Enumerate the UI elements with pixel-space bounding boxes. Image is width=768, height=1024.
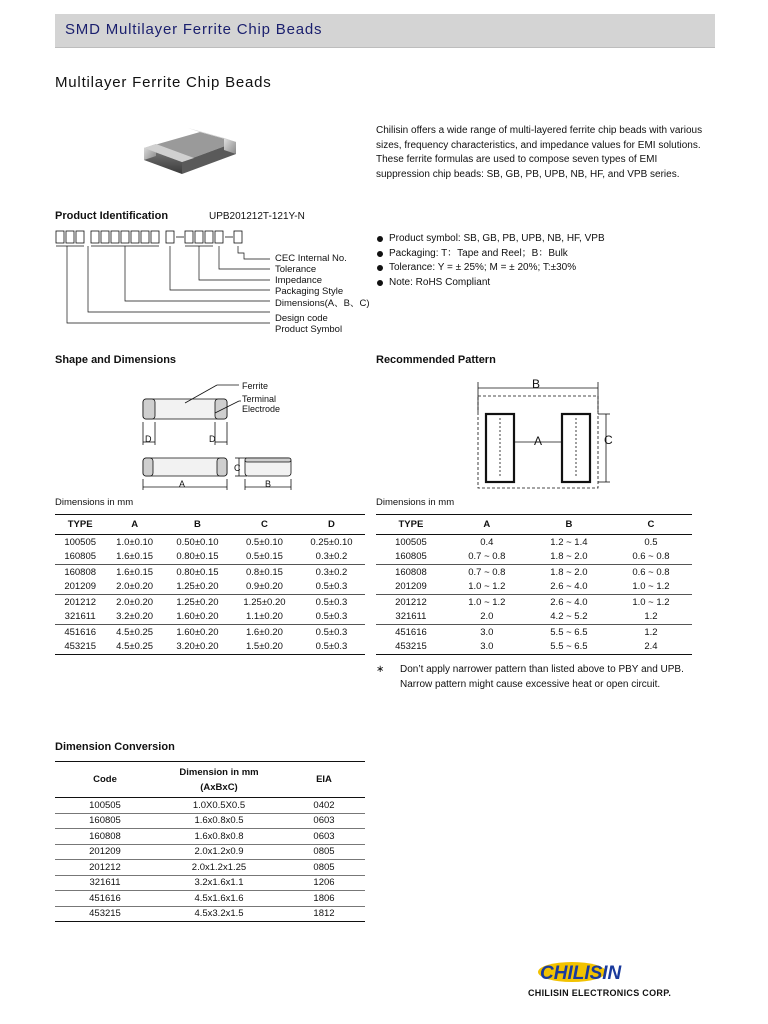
cell: 1.2 [610, 610, 692, 625]
table-row [55, 798, 365, 814]
product-identification-heading: Product Identification [55, 210, 169, 222]
table-row [55, 875, 365, 891]
cell: 1.0 ~ 1.2 [446, 580, 528, 595]
cell: 0.5±0.3 [298, 610, 365, 625]
cell: 5.5 ~ 6.5 [550, 626, 588, 638]
cell: 321611 [376, 610, 446, 625]
cell: 3.20±0.20 [164, 640, 231, 655]
cell: 100505 [395, 536, 427, 548]
cell: 0.3±0.2 [315, 566, 348, 578]
table-row [376, 535, 692, 550]
recommended-pattern-heading: Recommended Pattern [376, 354, 496, 366]
cell: 0.6 ~ 0.8 [610, 550, 692, 565]
cell: 1.2 [644, 626, 658, 638]
header-title: SMD Multilayer Ferrite Chip Beads [65, 21, 323, 38]
cell: 321611 [55, 875, 155, 891]
cell: 160808 [55, 829, 155, 845]
company-name: CHILISIN ELECTRONICS CORP. [528, 988, 672, 998]
cell: 451616 [395, 626, 427, 638]
cell: 4.5x1.6x1.6 [155, 891, 283, 907]
cell: 1.25±0.20 [164, 580, 231, 595]
d-label-right: D [209, 434, 216, 444]
ferrite-label: Ferrite [242, 381, 269, 391]
cell: 2.0±0.20 [116, 596, 154, 608]
cell: 1.0X0.5X0.5 [155, 798, 283, 814]
table-row [376, 580, 692, 595]
terminal-label: Terminal [242, 394, 277, 404]
cell: 0.3±0.2 [298, 550, 365, 565]
cell: 2.6 ~ 4.0 [550, 596, 588, 608]
cell: 1.0 ~ 1.2 [632, 596, 670, 608]
shape-dims-note: Dimensions in mm [55, 497, 134, 508]
intro-line: sizes, frequency characteristics, and impedance values for EMI solutions. [376, 139, 701, 151]
cell: 2.0x1.2x0.9 [155, 844, 283, 860]
table-row [55, 535, 365, 550]
list-item: Note: RoHS Compliant [376, 276, 605, 291]
label-dimensions: Dimensions(A、B、C) [275, 298, 370, 309]
pattern-a-label: A [534, 434, 543, 448]
dimension-conversion-heading: Dimension Conversion [55, 741, 175, 753]
logo-text: CHILISIN [540, 963, 622, 984]
intro-line: Chilisin offers a wide range of multi-layered ferrite chip beads with various [376, 125, 703, 136]
cell: 1806 [283, 891, 365, 907]
table-row [55, 844, 365, 860]
cell: 0.6 ~ 0.8 [632, 566, 670, 578]
cell: 2.0±0.20 [105, 580, 164, 595]
col-eia: EIA [283, 762, 365, 798]
dimension-conversion-table [55, 761, 365, 922]
pattern-diagram [470, 378, 620, 493]
label-packaging-style: Packaging Style [275, 286, 344, 297]
dimensions-table [55, 514, 365, 655]
cell: 3.0 [480, 626, 494, 638]
table-row [55, 565, 365, 580]
cell: 201212 [395, 596, 427, 608]
cell: 0.25±0.10 [310, 536, 353, 548]
cell: 1.1±0.20 [231, 610, 298, 625]
cell: 0.9±0.20 [231, 580, 298, 595]
cell: 453215 [55, 906, 155, 922]
cell: 3.2±0.20 [105, 610, 164, 625]
pattern-c-label: C [604, 433, 613, 447]
cell: 3.2x1.6x1.1 [155, 875, 283, 891]
col-code: Code [55, 762, 155, 798]
table-row [55, 860, 365, 876]
cell: 201209 [55, 580, 105, 595]
cell: 0805 [283, 860, 365, 876]
label-impedance: Impedance [275, 275, 323, 286]
cell: 0.80±0.15 [164, 550, 231, 565]
cell: 0.5±0.3 [298, 580, 365, 595]
cell: 1.6x0.8x0.8 [155, 829, 283, 845]
cell: 1.25±0.20 [176, 596, 219, 608]
cell: 160805 [55, 550, 105, 565]
cell: 201212 [64, 596, 97, 608]
cell: 1.5±0.20 [231, 640, 298, 655]
table-row [55, 610, 365, 625]
col-a: A [105, 515, 164, 535]
table-row [376, 610, 692, 625]
note-asterisk: ∗ [376, 664, 385, 675]
col-dimension-line1: Dimension in mm [179, 766, 259, 778]
cell: 1.6±0.20 [245, 626, 283, 638]
table-row [376, 550, 692, 565]
label-tolerance: Tolerance [275, 264, 317, 275]
page-title: Multilayer Ferrite Chip Beads [55, 74, 272, 91]
cell: 0.8±0.15 [245, 566, 283, 578]
c-label: C [234, 463, 241, 473]
table-row [55, 550, 365, 565]
col-d: D [298, 515, 365, 535]
table-row [376, 565, 692, 580]
cell: 451616 [64, 626, 97, 638]
cell: 3.0 [446, 640, 528, 655]
cell: 0.4 [480, 536, 494, 548]
cell: 0.5±0.3 [315, 596, 348, 608]
electrode-label: Electrode [242, 404, 281, 414]
cell: 0402 [283, 798, 365, 814]
cell: 2.6 ~ 4.0 [528, 580, 610, 595]
col-c: C [231, 515, 298, 535]
table-header-row [55, 515, 365, 535]
d-label-left: D [145, 434, 152, 444]
table-row [376, 595, 692, 610]
col-c: C [610, 515, 692, 535]
cell: 1.2 ~ 1.4 [550, 536, 588, 548]
table-row [55, 829, 365, 845]
header-bar [55, 14, 715, 48]
label-product-symbol: Product Symbol [275, 324, 343, 335]
chip-bead-photo [140, 126, 240, 176]
cell: 321611 [55, 610, 105, 625]
label-design-code: Design code [275, 313, 328, 324]
cell: 1.60±0.20 [176, 626, 219, 638]
cell: 100505 [64, 536, 97, 548]
col-a: A [446, 515, 528, 535]
part-number-example: UPB201212T-121Y-N [209, 211, 305, 222]
cell: 100505 [55, 798, 155, 814]
cell: 0.5±0.3 [298, 640, 365, 655]
intro-paragraph [376, 124, 712, 182]
note-line: Don’t apply narrower pattern than listed above to PBY and UPB. [400, 664, 684, 675]
cell: 1.6x0.8x0.5 [155, 813, 283, 829]
pattern-table [376, 514, 692, 655]
table-row [55, 595, 365, 610]
table-row [55, 580, 365, 595]
list-item: Tolerance: Y = ± 25%; M = ± 20%; T:±30% [376, 261, 605, 276]
cell: 160808 [395, 566, 427, 578]
table-header-row [376, 515, 692, 535]
cell: 0.5±0.3 [315, 626, 348, 638]
cell: 0.80±0.15 [176, 566, 219, 578]
list-item: Product symbol: SB, GB, PB, UPB, NB, HF, VPB [376, 232, 605, 247]
intro-line: These ferrite formulas are used to compose seven types of EMI [376, 154, 658, 166]
cell: 2.0x1.2x1.25 [155, 860, 283, 876]
cell: 0.7 ~ 0.8 [446, 550, 528, 565]
cell: 160805 [376, 550, 446, 565]
cell: 0603 [283, 829, 365, 845]
cell: 1206 [283, 875, 365, 891]
shape-dimensions-heading: Shape and Dimensions [55, 354, 177, 366]
col-type: TYPE [376, 515, 446, 535]
pattern-dims-note: Dimensions in mm [376, 497, 455, 508]
col-type: TYPE [55, 515, 105, 535]
table-row [55, 906, 365, 922]
cell: 201209 [376, 580, 446, 595]
cell: 1.6±0.15 [105, 550, 164, 565]
table-row [376, 625, 692, 640]
table-header-row [55, 762, 365, 798]
cell: 201212 [55, 860, 155, 876]
cell: 160805 [55, 813, 155, 829]
cell: 201209 [55, 844, 155, 860]
shape-diagram [135, 375, 305, 495]
cell: 1.8 ~ 2.0 [550, 566, 588, 578]
pattern-note [376, 662, 706, 692]
table-row [55, 640, 365, 655]
col-dimension [155, 762, 283, 798]
cell: 1.0±0.10 [116, 536, 154, 548]
part-code-labels [275, 253, 347, 264]
cell: 0.5±0.10 [245, 536, 283, 548]
list-item: Packaging: T：Tape and Reel；B：Bulk [376, 247, 605, 262]
pattern-b-label: B [532, 377, 541, 391]
col-b: B [164, 515, 231, 535]
cell: 1.25±0.20 [243, 596, 286, 608]
cell: 1812 [283, 906, 365, 922]
cell: 4.5±0.25 [116, 626, 154, 638]
col-dimension-line2: (AxBxC) [200, 781, 238, 793]
intro-line: suppression chip beads: SB, GB, PB, UPB, NB, HF, and VPB series. [376, 168, 680, 180]
cell: 160808 [64, 566, 97, 578]
table-row [376, 640, 692, 655]
cell: 0603 [283, 813, 365, 829]
cell: 4.2 ~ 5.2 [528, 610, 610, 625]
cell: 5.5 ~ 6.5 [528, 640, 610, 655]
b-label: B [265, 479, 272, 489]
product-id-bullets [376, 232, 605, 290]
cell: 1.0 ~ 1.2 [610, 580, 692, 595]
cell: 453215 [55, 640, 105, 655]
cell: 2.0 [446, 610, 528, 625]
cell: 4.5±0.25 [105, 640, 164, 655]
cell: 1.0 ~ 1.2 [468, 596, 506, 608]
table-row [55, 813, 365, 829]
table-row [55, 891, 365, 907]
cell: 0.7 ~ 0.8 [468, 566, 506, 578]
cell: 0.5 [644, 536, 658, 548]
cell: 1.8 ~ 2.0 [528, 550, 610, 565]
cell: 1.6±0.15 [116, 566, 154, 578]
cell: 1.60±0.20 [164, 610, 231, 625]
cell: 0.5±0.15 [231, 550, 298, 565]
table-row [55, 625, 365, 640]
col-b: B [528, 515, 610, 535]
part-code-diagram [55, 229, 280, 344]
cell: 0.50±0.10 [176, 536, 219, 548]
note-line: Narrow pattern might cause excessive heat or open circuit. [400, 679, 661, 690]
cell: 453215 [376, 640, 446, 655]
a-label: A [179, 479, 186, 489]
cell: 451616 [55, 891, 155, 907]
cell: 0805 [283, 844, 365, 860]
label-cec-internal: CEC Internal No. [275, 253, 347, 264]
cell: 4.5x3.2x1.5 [155, 906, 283, 922]
cell: 2.4 [610, 640, 692, 655]
